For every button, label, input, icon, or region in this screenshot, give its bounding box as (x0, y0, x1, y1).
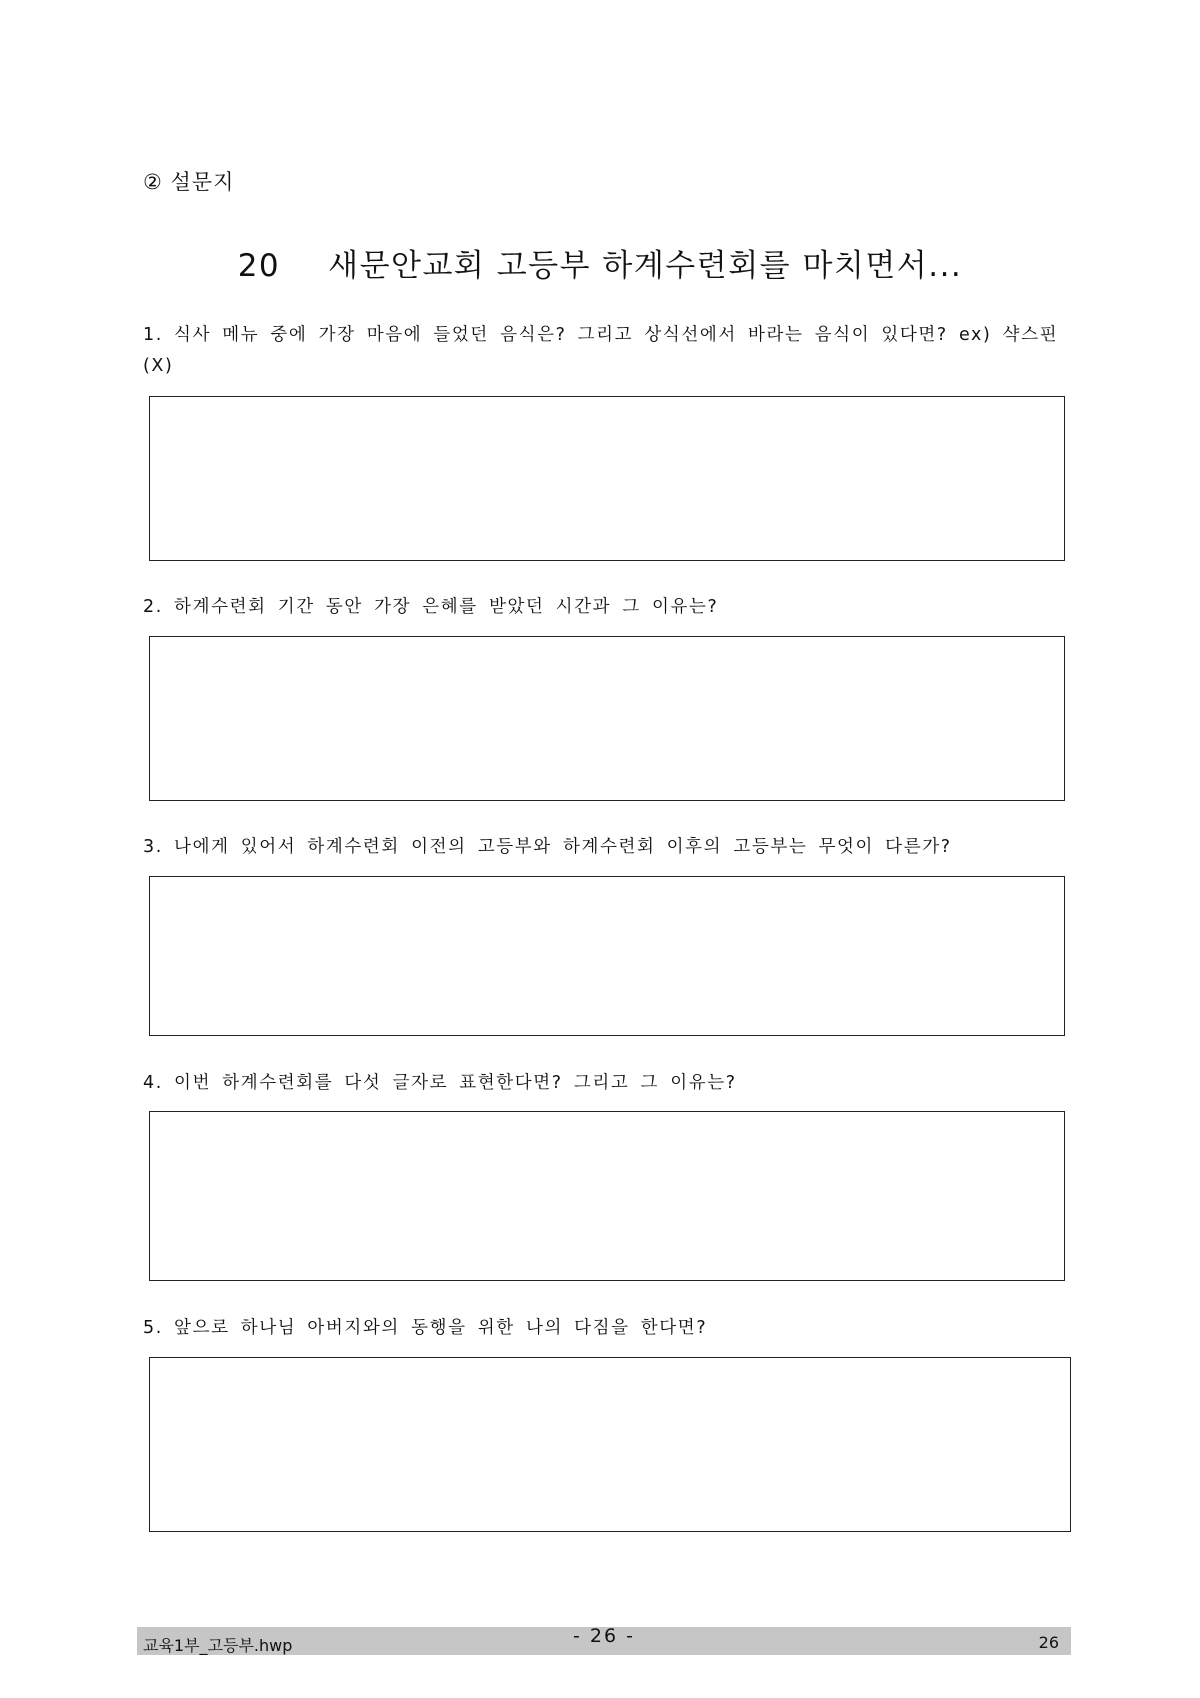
footer-page-number: 26 (1038, 1633, 1059, 1652)
page-footer (137, 1627, 1071, 1655)
answer-box-5[interactable] (149, 1357, 1071, 1532)
question-1: 1. 식사 메뉴 중에 가장 마음에 들었던 음식은? 그리고 상식선에서 바라는 음식이 있다면? ex) 샥스핀(X) (143, 325, 1059, 376)
question-3: 3. 나에게 있어서 하계수련회 이전의 고등부와 하계수련회 이후의 고등부는 무엇이 다른가? (143, 837, 952, 857)
section-label: ② 설문지 (143, 170, 235, 194)
answer-box-3[interactable] (149, 876, 1065, 1036)
page-title (0, 240, 1200, 285)
answer-box-1[interactable] (149, 396, 1065, 561)
answer-box-4[interactable] (149, 1111, 1065, 1281)
answer-box-2[interactable] (149, 636, 1065, 801)
footer-center-page: - 26 - (573, 1625, 635, 1647)
question-4: 4. 이번 하계수련회를 다섯 글자로 표현한다면? 그리고 그 이유는? (143, 1073, 737, 1093)
question-5: 5. 앞으로 하나님 아버지와의 동행을 위한 나의 다짐을 한다면? (143, 1318, 708, 1338)
question-2: 2. 하계수련회 기간 동안 가장 은혜를 받았던 시간과 그 이유는? (143, 597, 719, 617)
title-number: 20 (237, 248, 281, 284)
footer-filename: 교육1부_고등부.hwp (143, 1636, 293, 1655)
title-text: 새문안교회 고등부 하계수련회를 마치면서... (328, 248, 963, 284)
